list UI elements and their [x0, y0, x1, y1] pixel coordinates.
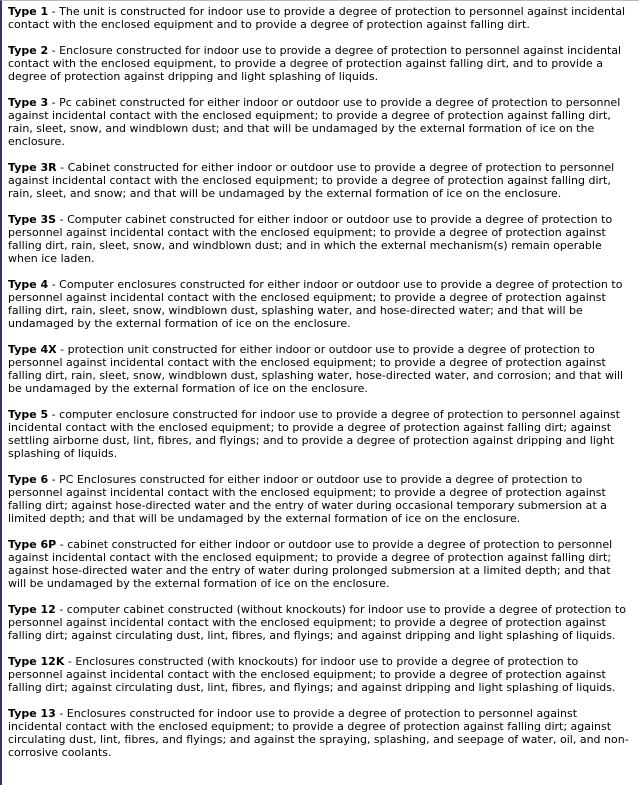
type-6-label: Type 6 — [8, 473, 49, 486]
type-4-label: Type 4 — [8, 278, 49, 291]
type-12k-text: - Enclosures constructed (with knockouts) for indoor use to provide a degree of protection to personnel against incidental contact with the enclosed equipment; to provide a degree of protection against falling dirt; against circulating dust, lint, fibres, and flyings; and against dripping and light splashing of liquids. — [8, 655, 616, 694]
type-3s-text: - Computer cabinet constructed for either indoor or outdoor use to provide a degree of protection to personnel against incidental contact with the enclosed equipment; to provide a degree of protection against falling dirt, rain, sleet, snow, and windblown dust; and in which the external mechanism(s) remain operable when ice laden. — [8, 213, 613, 265]
type-5-definition — [8, 408, 631, 460]
type-4x-definition — [8, 343, 631, 395]
type-2-definition — [8, 44, 631, 83]
type-5-text: - computer enclosure constructed for indoor use to provide a degree of protection to personnel against incidental contact with the enclosed equipment; to provide a degree of protection against falling dirt; against settling airborne dust, lint, fibres, and flyings; and to provide a degree of protection against dripping and light splashing of liquids. — [8, 408, 620, 460]
type-4-text: - Computer enclosures constructed for either indoor or outdoor use to provide a degree of protection to personnel against incidental contact with the enclosed equipment; to provide a degree of protection against falling dirt, rain, sleet, snow, windblown dust, splashing water, and hose-directed water; and that will be undamaged by the external formation of ice on the enclosure. — [8, 278, 623, 330]
type-3-text: - Pc cabinet constructed for either indoor or outdoor use to provide a degree of protection to personnel against incidental contact with the enclosed equipment; to provide a degree of protection against falling dirt, rain, sleet, snow, and windblown dust; and that will be undamaged by the external formation of ice on the enclosure. — [8, 96, 621, 148]
type-6p-definition — [8, 538, 631, 590]
type-3r-definition — [8, 161, 631, 200]
type-1-text: - The unit is constructed for indoor use to provide a degree of protection to personnel against incidental contact with the enclosed equipment and to provide a degree of protection against falling dirt. — [8, 5, 626, 31]
type-13-text: - Enclosures constructed for indoor use to provide a degree of protection to personnel against incidental contact with the enclosed equipment; to provide a degree of protection against falling dirt; against circulating dust, lint, fibres, and flyings; and against the spraying, splashing, and seepage of water, oil, and non-corrosive coolants. — [8, 707, 629, 759]
type-12-label: Type 12 — [8, 603, 56, 616]
type-6-definition — [8, 473, 631, 525]
type-12-definition — [8, 603, 631, 642]
type-3-label: Type 3 — [8, 96, 49, 109]
type-3r-label: Type 3R — [8, 161, 57, 174]
type-3s-label: Type 3S — [8, 213, 57, 226]
type-4-definition — [8, 278, 631, 330]
type-2-text: - Enclosure constructed for indoor use to provide a degree of protection to personnel against incidental contact with the enclosed equipment, to provide a degree of protection against falling dirt, and to provide a degree of protection against dripping and light splashing of liquids. — [8, 44, 622, 83]
type-12-text: - computer cabinet constructed (without knockouts) for indoor use to provide a degree of protection to personnel against incidental contact with the enclosed equipment; to provide a degree of protection against falling dirt; against circulating dust, lint, fibres, and flyings; and against dripping and light splashing of liquids. — [8, 603, 626, 642]
type-1-label: Type 1 — [8, 5, 49, 18]
type-3s-definition — [8, 213, 631, 265]
type-12k-definition — [8, 655, 631, 694]
type-13-label: Type 13 — [8, 707, 56, 720]
type-6p-text: - cabinet constructed for either indoor or outdoor use to provide a degree of protection to personnel against incidental contact with the enclosed equipment; to provide a degree of protection against falling dirt; against hose-directed water and the entry of water during prolonged submersion at a limited depth; and that will be undamaged by the external formation of ice on the enclosure. — [8, 538, 613, 590]
type-4x-text: - protection unit constructed for either indoor or outdoor use to provide a degree of protection to personnel against incidental contact with the enclosed equipment; to provide a degree of protection against falling dirt, rain, sleet, snow, windblown dust, splashing water, hose-directed water, and corrosion; and that will be undamaged by the external formation of ice on the enclosure. — [8, 343, 624, 395]
type-6-text: - PC Enclosures constructed for either indoor or outdoor use to provide a degree of protection to personnel against incidental contact with the enclosed equipment; to provide a degree of protection against falling dirt; against hose-directed water and the entry of water during occasional temporary submersion at a limited depth; and that will be undamaged by the external formation of ice on the enclosure. — [8, 473, 607, 525]
type-2-label: Type 2 — [8, 44, 49, 57]
type-3-definition — [8, 96, 631, 148]
type-13-definition — [8, 707, 631, 759]
type-6p-label: Type 6P — [8, 538, 57, 551]
type-5-label: Type 5 — [8, 408, 49, 421]
type-1-definition — [8, 5, 631, 31]
type-4x-label: Type 4X — [8, 343, 57, 356]
type-3r-text: - Cabinet constructed for either indoor or outdoor use to provide a degree of protection to personnel against incidental contact with the enclosed equipment; to provide a degree of protection against falling dirt, rain, sleet, and snow; and that will be undamaged by the external formation of ice on the enclosure. — [8, 161, 615, 200]
type-12k-label: Type 12K — [8, 655, 65, 668]
